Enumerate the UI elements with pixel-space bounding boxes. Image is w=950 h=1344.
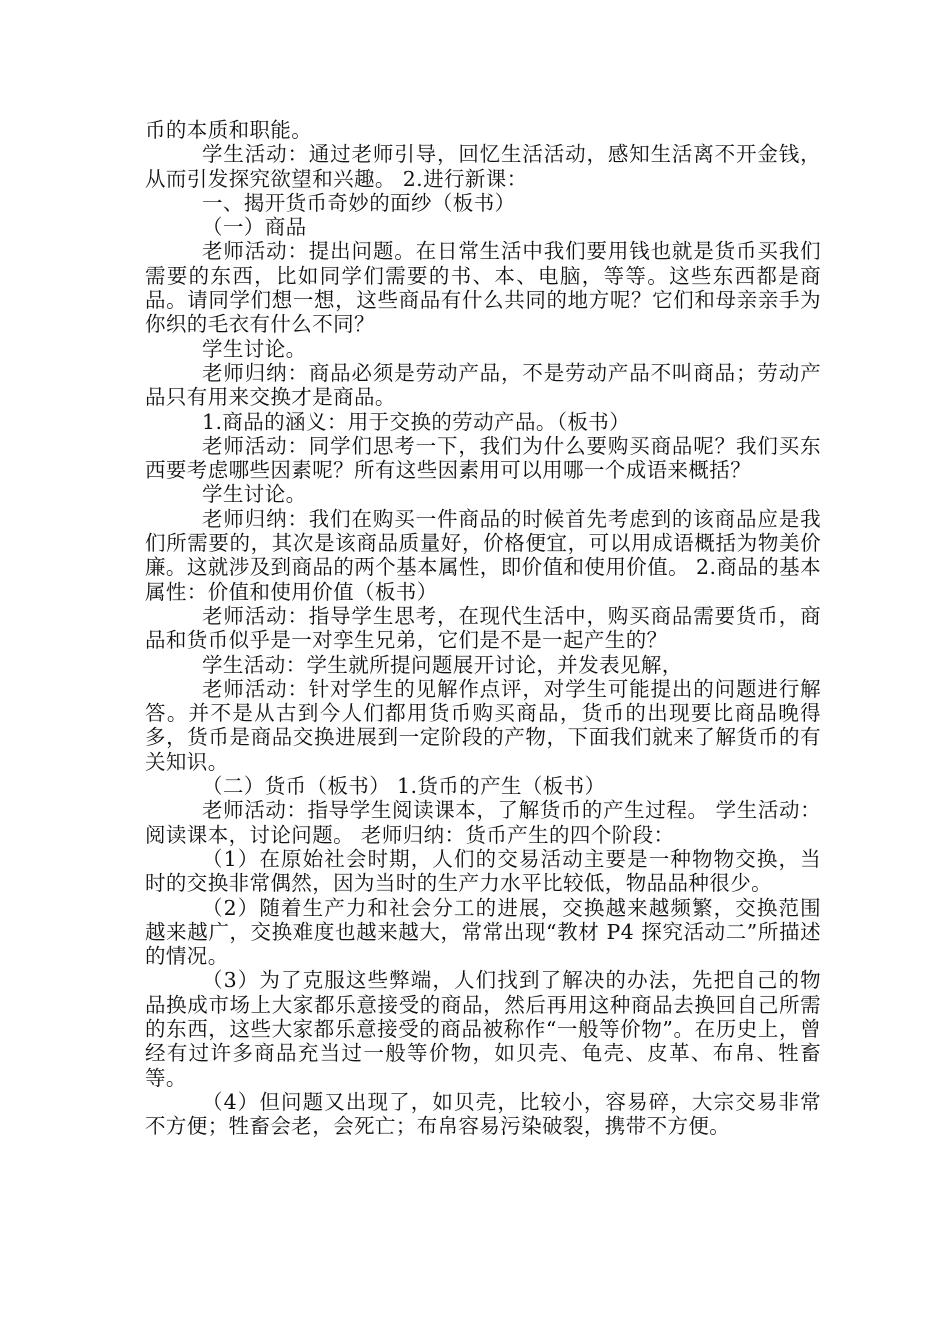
paragraph: 学生活动：通过老师引导，回忆生活活动，感知生活离不开金钱，从而引发探究欲望和兴趣。 2.进行新课： [145,142,821,191]
paragraph: 老师活动：指导学生阅读课本，了解货币的产生过程。 学生活动：阅读课本，讨论问题。 老师归纳：货币产生的四个阶段： [145,798,821,847]
paragraph: （4）但问题又出现了，如贝壳，比较小，容易碎，大宗交易非常不方便；牲畜会老，会死亡；布帛容易污染破裂，携带不方便。 [145,1089,821,1139]
paragraph: 老师归纳：商品必须是劳动产品，不是劳动产品不叫商品；劳动产品只有用来交换才是商品。 [145,360,821,410]
paragraph: 老师活动：同学们思考一下，我们为什么要购买商品呢？我们买东西要考虑哪些因素呢？所有这些因素用可以用哪一个成语来概括？ [145,433,821,483]
paragraph: （2）随着生产力和社会分工的进展，交换越来越频繁，交换范围越来越广，交换难度也越来越大，常常出现“教材 P4 探究活动二”所描述的情况。 [145,895,821,969]
paragraph: 老师归纳：我们在购买一件商品的时候首先考虑到的该商品应是我们所需要的，其次是该商品质量好，价格便宜，可以用成语概括为物美价廉。这就涉及到商品的两个基本属性，即价值和使用价值。 2.商品的基本属性：价值和使用价值（板书） [145,506,821,604]
subsection-heading: （一）商品 [202,215,307,240]
section-heading: 一、揭开货币奇妙的面纱（板书） [202,190,516,215]
paragraph: 学生讨论。 [202,336,307,361]
paragraph: （1）在原始社会时期，人们的交易活动主要是一种物物交换，当时的交换非常偶然，因为当时的生产力水平比较低，物品品种很少。 [145,846,821,896]
document-page [145,118,821,1138]
paragraph: 老师活动：指导学生思考，在现代生活中，购买商品需要货币，商品和货币似乎是一对孪生兄弟，它们是不是一起产生的？ [145,603,821,653]
paragraph: 学生讨论。 [202,482,307,507]
paragraph: 老师活动：提出问题。在日常生活中我们要用钱也就是货币买我们需要的东西，比如同学们需要的书、本、电脑，等等。这些东西都是商品。请同学们想一想，这些商品有什么共同的地方呢？它们和母亲亲手为你织的毛衣有什么不同？ [145,239,821,337]
paragraph: 币的本质和职能。 [145,118,313,142]
paragraph: 学生活动：学生就所提问题展开讨论，并发表见解， [202,652,683,677]
paragraph: 老师活动：针对学生的见解作点评，对学生可能提出的问题进行解答。并不是从古到今人们都用货币购买商品，货币的出现要比商品晚得多，货币是商品交换进展到一定阶段的产物，下面我们就来了解货币的有关知识。 [145,676,821,774]
paragraph: （3）为了克服这些弊端，人们找到了解决的办法，先把自己的物品换成市场上大家都乐意接受的商品，然后再用这种商品去换回自己所需的东西，这些大家都乐意接受的商品被称作“一般等价物”。在历史上，曾经有过许多商品充当过一般等价物，如贝壳、龟壳、皮革、布帛、牲畜等。 [145,968,821,1090]
subsection-heading: （二）货币（板书） 1.货币的产生（板书） [202,774,606,799]
paragraph: 1.商品的涵义：用于交换的劳动产品。（板书） [202,409,631,434]
